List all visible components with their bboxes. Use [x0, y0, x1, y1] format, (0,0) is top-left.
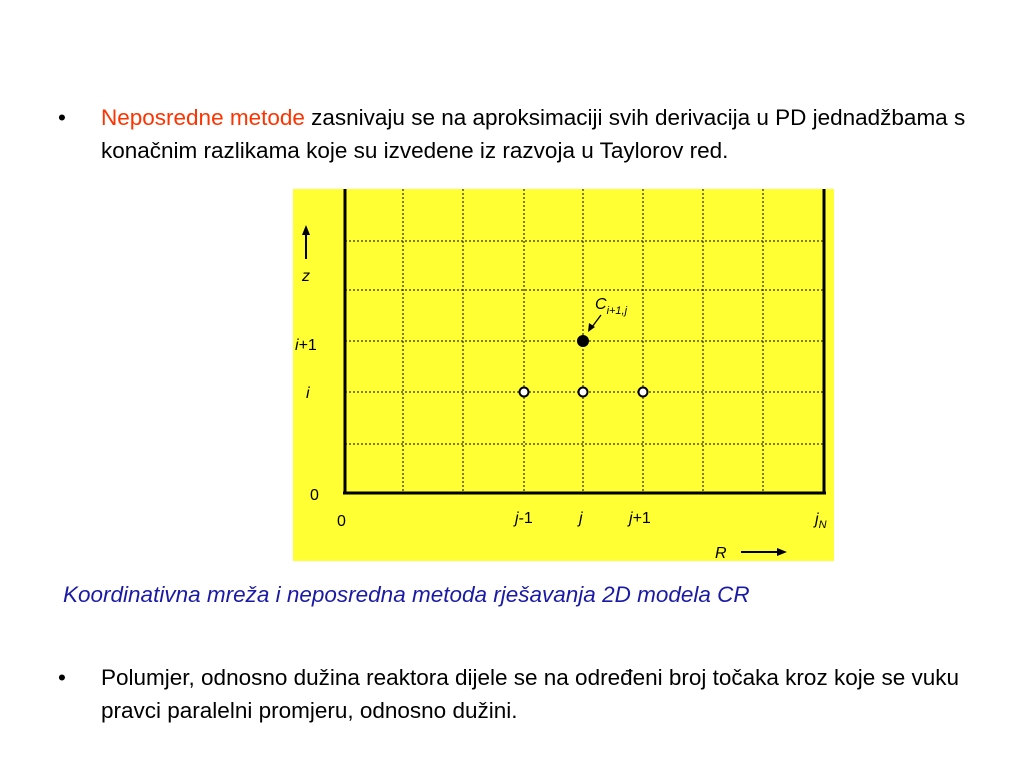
col-label-plus-one: +1	[632, 510, 651, 527]
node-i-j-minus-1	[520, 388, 529, 397]
point-label-c-main: C	[595, 296, 607, 313]
point-label-c-sub: i+1,j	[606, 305, 628, 317]
highlight-term: Neposredne metode	[101, 105, 305, 130]
bullet-marker: •	[58, 665, 66, 690]
col-label-minus-one: -1	[518, 510, 533, 527]
figure-background	[293, 189, 834, 561]
col-label-jN-sub: N	[818, 519, 827, 531]
bullet-text	[101, 101, 978, 167]
row-label-i: i	[306, 385, 310, 402]
bullet-point-neposredne-metode	[58, 101, 978, 167]
row-label-i-plus-1	[295, 337, 317, 354]
finite-difference-grid-figure	[293, 189, 834, 561]
row-label-zero: 0	[310, 487, 319, 504]
bullet-point-polumjer	[58, 661, 978, 727]
col-label-zero: 0	[337, 513, 346, 530]
bullet-body: zasnivaju se na aproksimaciji svih derivacija u PD jednadžbama s konačnim razlikama koje su izvedene iz razvoja u Taylorov red.	[101, 105, 966, 163]
col-label-j-minus-1	[513, 510, 533, 527]
node-i-j-plus-1	[639, 388, 648, 397]
node-i-j	[579, 388, 588, 397]
row-label-plus-one: +1	[298, 337, 317, 354]
figure-caption: Koordinativna mreža i neposredna metoda rješavanja 2D modela CR	[63, 582, 750, 607]
col-label-j-var: j	[629, 510, 633, 527]
r-axis-label: R	[715, 545, 727, 561]
col-label-j-var: j	[515, 510, 519, 527]
bullet-marker: •	[58, 105, 66, 130]
z-axis-label: z	[302, 268, 310, 285]
node-i-plus-1-j	[577, 335, 589, 347]
col-label-jN-var: j	[815, 511, 819, 528]
col-label-j: j	[579, 510, 583, 527]
bullet-text: Polumjer, odnosno dužina reaktora dijele se na određeni broj točaka kroz koje se vuku pravci paralelni promjeru, odnosno dužini.	[101, 665, 960, 723]
row-label-i-var: i	[295, 337, 299, 354]
col-label-j-plus-1	[627, 510, 651, 527]
grid-svg	[293, 189, 834, 561]
